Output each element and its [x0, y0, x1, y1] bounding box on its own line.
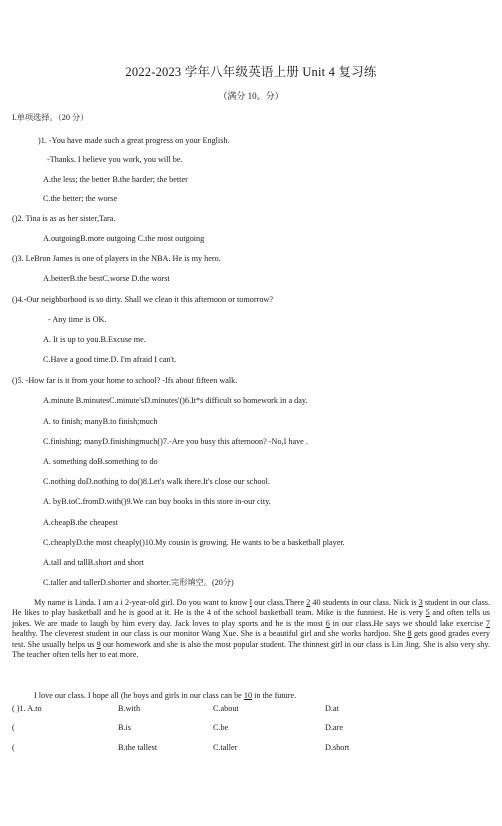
option-line: C.nothing doD.nothing to do()8.Let's walk there.It's close our school. — [43, 477, 270, 486]
option-line: C.taller and tallerD.shorter and shorter.完形填空。(20分) — [43, 578, 234, 587]
option-number: ( — [12, 743, 15, 752]
blank-number: 8 — [407, 629, 412, 639]
option-line: A.the less; the better B.the harder; the better — [43, 175, 188, 184]
cloze-passage — [12, 598, 490, 660]
passage-text: and often tells us jokes. We are made to laugh by him every day. Jack loves to play sports and he is the most — [12, 608, 490, 628]
question-line: -Thanks. I believe you work, you will be. — [47, 155, 183, 164]
option-line: A. something doB.something to do — [43, 457, 158, 466]
passage-text: student in our class. He likes to play basketball and he is good at it. He is the 4 of the school basketball team. Mike is the funniest. He is very — [12, 598, 490, 618]
question-line: )1. -You have made such a great progress on your English. — [38, 136, 230, 145]
option-d: D.at — [325, 704, 339, 713]
option-c: C.be — [213, 723, 229, 732]
option-line: C.Have a good time.D. I'm afraid I can't. — [43, 355, 177, 364]
passage-text: in the future. — [252, 691, 297, 700]
option-d: D.are — [325, 723, 343, 732]
question-line: ()3. LeBron James is one of players in the NBA. He is my hero. — [12, 254, 221, 263]
question-line: ()2. Tina is as as her sister,Tara. — [12, 214, 116, 223]
blank-number: 5 — [425, 608, 430, 618]
option-c: C.about — [213, 704, 239, 713]
option-line: A.tall and tallB.short and short — [43, 558, 144, 567]
option-number: ( — [12, 723, 15, 732]
blank-number: 7 — [485, 618, 490, 628]
option-line: C.finishing; manyD.finishingmuch()7.-Are you busy this afternoon? -No,I have . — [43, 437, 308, 446]
blank-number: 6 — [325, 618, 330, 628]
blank-number: 9 — [96, 639, 101, 649]
option-number: ( )1. A.to — [12, 704, 42, 713]
passage-text: in our class.He says we should lake exercise — [329, 618, 486, 628]
blank-number: 10 — [243, 691, 253, 700]
passage-text: our homework and she is also the most popular student. The thinnest girl in our class is Lin Jing. She is also very shy. The teacher often tells her to eat more. — [12, 639, 490, 660]
passage-text: healthy. The cleverest student in our class is our monitor Wang Xue. She is a beautiful girl and she works hardjoo. She — [12, 629, 408, 639]
page-title: 2022-2023 学年八年级英语上册 Unit 4 复习练 — [125, 65, 377, 79]
page-subtitle: （满分 10。分） — [218, 91, 284, 101]
option-c: C.taller — [213, 743, 238, 752]
option-line: C.cheaplyD.the most cheaply()10.My cousin is growing. He wants to be a basketball player. — [43, 538, 345, 547]
blank-number: l — [249, 598, 253, 607]
passage-text: I love our class. I hope all (he boys and girls in our class can be — [34, 691, 244, 700]
option-b: B.is — [118, 723, 131, 732]
option-line: C.the better; the worse — [43, 194, 118, 203]
option-b: B.with — [118, 704, 141, 713]
option-line: A.minute B.minutesC.minute'sD.minutes'()6.It*s difficult so homework in a day. — [43, 396, 308, 405]
option-line: A. byB.toC.fromD.with()9.We can buy books in this store in-our city. — [43, 497, 271, 506]
passage-text: My name is Linda. I am a i 2-year-old girl. Do you want to know — [34, 598, 250, 607]
question-line: - Any time is OK. — [48, 315, 107, 324]
passage-text: gets good grades every test. She usually helps us — [12, 629, 490, 649]
passage-text: our class.There — [252, 598, 307, 607]
option-line: A.cheapB.the cheapest — [43, 518, 118, 527]
option-line: A.outgoingB.more outgoing C.the most outgoing — [43, 234, 205, 243]
option-b: B.the tallest — [118, 743, 158, 752]
section-heading: I.单项选择。（20 分） — [12, 113, 89, 122]
option-line: A. It is up to you.B.Excuse me. — [43, 335, 146, 344]
option-d: D.short — [325, 743, 350, 752]
question-line: ()4.-Our neighborhood is so dirty. Shall we clean it this afternoon or tomorrow? — [12, 295, 273, 304]
blank-number: 2 — [306, 598, 311, 607]
passage-text: 40 students in our class. Nick is — [310, 598, 419, 607]
cloze-passage-closing — [12, 691, 490, 701]
option-line: A. to finish; manyB.to finish;much — [43, 417, 158, 426]
blank-number: 3 — [418, 598, 423, 607]
question-line: ()5. -How far is it from your home to school? -Ifs about fifteen walk. — [12, 376, 238, 385]
option-line: A.betterB.the bestC.worse D.the worst — [43, 274, 170, 283]
